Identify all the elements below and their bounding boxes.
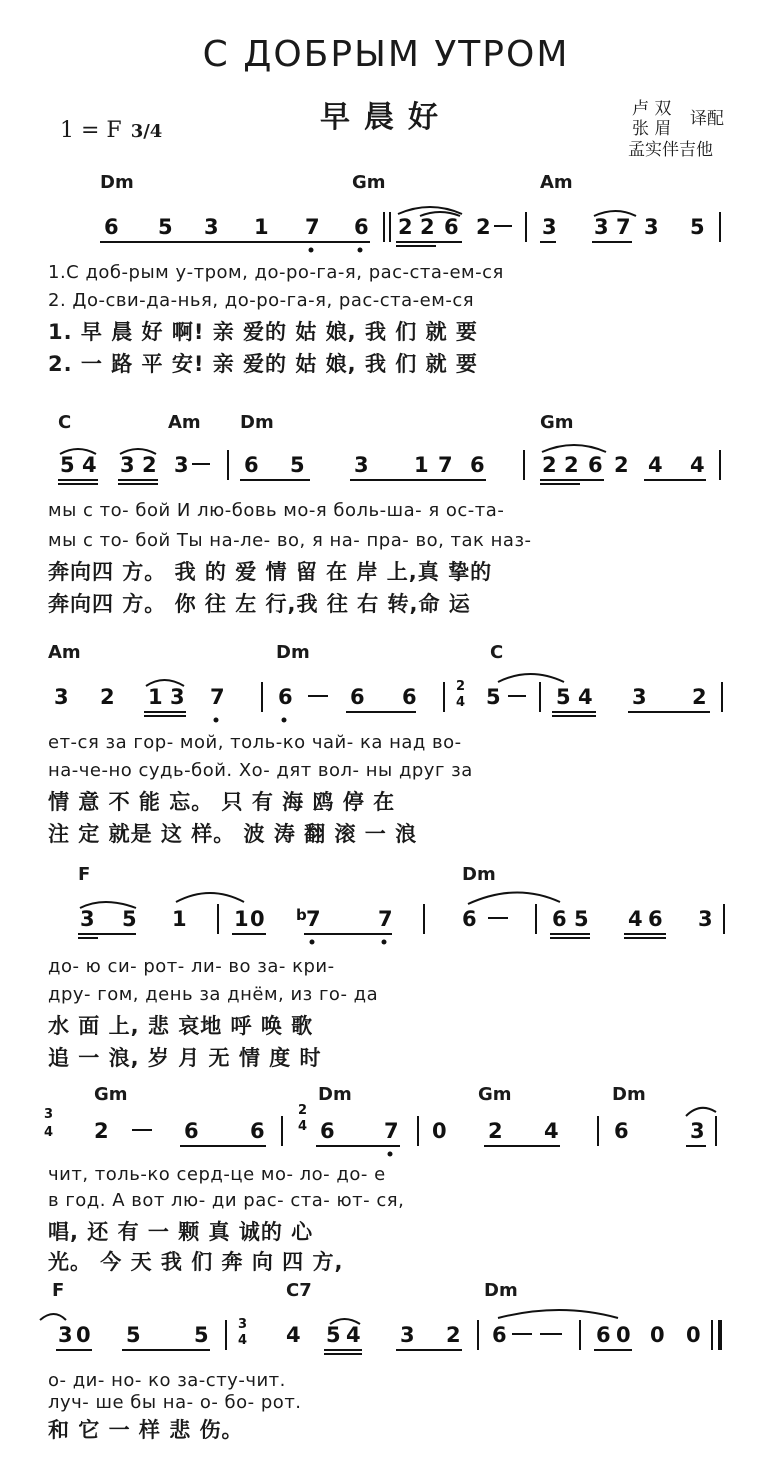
svg-text:3: 3	[400, 1323, 415, 1347]
lyric-line: луч- ше бы на- о- бо- рот.	[48, 1392, 302, 1413]
svg-text:3: 3	[690, 1119, 705, 1143]
svg-text:7: 7	[210, 685, 225, 709]
svg-text:2: 2	[564, 453, 579, 477]
chord: Gm	[94, 1084, 128, 1105]
svg-text:6: 6	[648, 907, 663, 931]
chord: Dm	[318, 1084, 352, 1105]
svg-text:6: 6	[470, 453, 485, 477]
svg-text:1: 1	[172, 907, 187, 931]
svg-text:0: 0	[432, 1119, 447, 1143]
notation-line	[0, 898, 772, 938]
svg-text:1: 1	[234, 907, 249, 931]
chord: Dm	[462, 864, 496, 885]
svg-text:2: 2	[142, 453, 157, 477]
svg-text:3: 3	[80, 907, 95, 931]
svg-text:2: 2	[94, 1119, 109, 1143]
chord: F	[52, 1280, 65, 1301]
svg-text:0: 0	[616, 1323, 631, 1347]
credit-guitar: 孟实伴吉他	[628, 140, 713, 160]
chord: Gm	[478, 1084, 512, 1105]
lyric-line: в год. А вот лю- ди рас- ста- ют- ся,	[48, 1190, 405, 1211]
svg-text:4: 4	[238, 1333, 248, 1348]
svg-text:3: 3	[354, 453, 369, 477]
lyric-line: 情 意 不 能 忘。 只 有 海 鸥 停 在	[48, 790, 396, 814]
svg-text:5: 5	[574, 907, 589, 931]
svg-text:6: 6	[444, 215, 459, 239]
svg-text:6: 6	[250, 1119, 265, 1143]
svg-text:2: 2	[298, 1103, 308, 1118]
svg-text:6: 6	[320, 1119, 335, 1143]
svg-text:3: 3	[58, 1323, 73, 1347]
chord: Dm	[240, 412, 274, 433]
svg-text:3: 3	[204, 215, 219, 239]
lyric-line: на-че-но судь-бой. Хо- дят вол- ны друг за	[48, 760, 473, 781]
svg-text:2: 2	[488, 1119, 503, 1143]
chord: Dm	[484, 1280, 518, 1301]
svg-text:4: 4	[44, 1125, 54, 1140]
svg-text:0: 0	[76, 1323, 91, 1347]
svg-text:7: 7	[378, 907, 393, 931]
lyric-line: 光。 今 天 我 们 奔 向 四 方,	[48, 1250, 344, 1274]
svg-text:2: 2	[446, 1323, 461, 1347]
svg-text:3: 3	[632, 685, 647, 709]
lyric-line: 奔向四 方。 我 的 爱 情 留 在 岸 上,真 挚的	[48, 560, 493, 584]
notation-line	[0, 1314, 772, 1354]
svg-text:3: 3	[698, 907, 713, 931]
chord: Gm	[540, 412, 574, 433]
svg-text:6: 6	[596, 1323, 611, 1347]
credit-role: 译配	[690, 109, 724, 129]
lyric-line: 1. 早 晨 好 啊! 亲 爱的 姑 娘, 我 们 就 要	[48, 320, 478, 344]
notation-line	[0, 676, 772, 716]
svg-text:5: 5	[60, 453, 75, 477]
svg-text:5: 5	[326, 1323, 341, 1347]
svg-text:2: 2	[614, 453, 629, 477]
time-signature: 3/4	[130, 121, 163, 142]
lyric-line: 追 一 浪, 岁 月 无 情 度 时	[48, 1046, 322, 1070]
svg-text:5: 5	[122, 907, 137, 931]
svg-text:2: 2	[420, 215, 435, 239]
chord: C7	[286, 1280, 312, 1301]
lyric-line: дру- гом, день за днём, из го- да	[48, 984, 379, 1005]
svg-text:1: 1	[148, 685, 163, 709]
svg-text:7: 7	[305, 215, 320, 239]
svg-text:4: 4	[456, 695, 466, 710]
svg-text:6: 6	[402, 685, 417, 709]
svg-text:6: 6	[278, 685, 293, 709]
lyric-line: до- ю си- рот- ли- во за- кри-	[48, 956, 335, 977]
credit-translator-1: 卢 双	[632, 99, 672, 119]
svg-text:4: 4	[648, 453, 663, 477]
svg-text:3: 3	[174, 453, 189, 477]
svg-text:6: 6	[244, 453, 259, 477]
svg-text:0: 0	[686, 1323, 701, 1347]
notation-line	[0, 1103, 772, 1150]
svg-text:6: 6	[614, 1119, 629, 1143]
key-label: 1 = F	[60, 118, 122, 143]
svg-text:1: 1	[414, 453, 429, 477]
svg-text:4: 4	[286, 1323, 301, 1347]
svg-text:2: 2	[692, 685, 707, 709]
song-subtitle: 早晨好	[320, 100, 452, 135]
credit-translator-2: 张 眉	[632, 119, 672, 139]
svg-text:6: 6	[588, 453, 603, 477]
notation-line	[0, 206, 772, 246]
svg-text:7: 7	[438, 453, 453, 477]
svg-text:3: 3	[54, 685, 69, 709]
svg-text:7: 7	[306, 907, 321, 931]
svg-text:2: 2	[398, 215, 413, 239]
lyric-line: ет-ся за гор- мой, толь-ко чай- ка над во-	[48, 732, 462, 753]
lyric-line: 2. До-сви-да-нья, до-ро-га-я, рас-ста-ем-ся	[48, 290, 475, 311]
lyric-line: 奔向四 方。 你 往 左 行,我 往 右 转,命 运	[48, 592, 471, 616]
svg-text:4: 4	[544, 1119, 559, 1143]
chord: Dm	[100, 172, 134, 193]
svg-text:5: 5	[158, 215, 173, 239]
svg-text:0: 0	[250, 907, 265, 931]
notation-line	[0, 444, 772, 484]
svg-text:4: 4	[82, 453, 97, 477]
svg-text:b: b	[296, 906, 307, 924]
svg-text:4: 4	[346, 1323, 361, 1347]
svg-text:2: 2	[456, 679, 466, 694]
svg-text:2: 2	[476, 215, 491, 239]
svg-text:5: 5	[194, 1323, 209, 1347]
svg-text:5: 5	[486, 685, 501, 709]
svg-text:3: 3	[594, 215, 609, 239]
lyric-line: о- ди- но- ко за-сту-чит.	[48, 1370, 286, 1391]
svg-text:6: 6	[552, 907, 567, 931]
chord: Gm	[352, 172, 386, 193]
svg-text:6: 6	[184, 1119, 199, 1143]
chord: Dm	[276, 642, 310, 663]
lyric-line: 水 面 上, 悲 哀地 呼 唤 歌	[48, 1014, 314, 1038]
svg-text:0: 0	[650, 1323, 665, 1347]
lyric-line: мы с то- бой Ты на-ле- во, я на- пра- во, так наз-	[48, 530, 532, 551]
lyric-line: чит, толь-ко серд-це мо- ло- до- е	[48, 1164, 386, 1185]
svg-text:5: 5	[290, 453, 305, 477]
svg-text:6: 6	[462, 907, 477, 931]
lyric-line: 唱, 还 有 一 颗 真 诚的 心	[48, 1220, 314, 1244]
svg-text:4: 4	[578, 685, 593, 709]
chord: C	[58, 412, 72, 433]
svg-text:3: 3	[542, 215, 557, 239]
lyric-line: 注 定 就是 这 样。 波 涛 翻 滚 一 浪	[48, 822, 418, 846]
svg-text:3: 3	[44, 1107, 54, 1122]
chord: F	[78, 864, 91, 885]
svg-text:1: 1	[254, 215, 269, 239]
svg-text:6: 6	[492, 1323, 507, 1347]
chord: Am	[48, 642, 81, 663]
svg-text:7: 7	[616, 215, 631, 239]
chord: Am	[168, 412, 201, 433]
svg-text:4: 4	[628, 907, 643, 931]
svg-text:6: 6	[104, 215, 119, 239]
svg-text:2: 2	[542, 453, 557, 477]
svg-text:3: 3	[644, 215, 659, 239]
lyric-line: 2. 一 路 平 安! 亲 爱的 姑 娘, 我 们 就 要	[48, 352, 478, 376]
lyric-line: 和 它 一 样 悲 伤。	[48, 1418, 244, 1442]
svg-text:5: 5	[690, 215, 705, 239]
chord: Dm	[612, 1084, 646, 1105]
svg-text:3: 3	[238, 1317, 248, 1332]
svg-text:6: 6	[350, 685, 365, 709]
lyric-line: 1.С доб-рым у-тром, до-ро-га-я, рас-ста-ем-ся	[48, 262, 504, 283]
lyric-line: мы с то- бой И лю-бовь мо-я боль-ша- я ос-та-	[48, 500, 505, 521]
svg-text:5: 5	[556, 685, 571, 709]
chord: Am	[540, 172, 573, 193]
svg-text:7: 7	[384, 1119, 399, 1143]
svg-text:6: 6	[354, 215, 369, 239]
svg-text:2: 2	[100, 685, 115, 709]
svg-text:4: 4	[298, 1119, 308, 1134]
song-title: С ДОБРЫМ УТРОМ	[202, 34, 570, 75]
svg-text:5: 5	[126, 1323, 141, 1347]
key-signature	[60, 118, 162, 143]
chord: C	[490, 642, 504, 663]
svg-text:4: 4	[690, 453, 705, 477]
svg-text:3: 3	[120, 453, 135, 477]
svg-text:3: 3	[170, 685, 185, 709]
